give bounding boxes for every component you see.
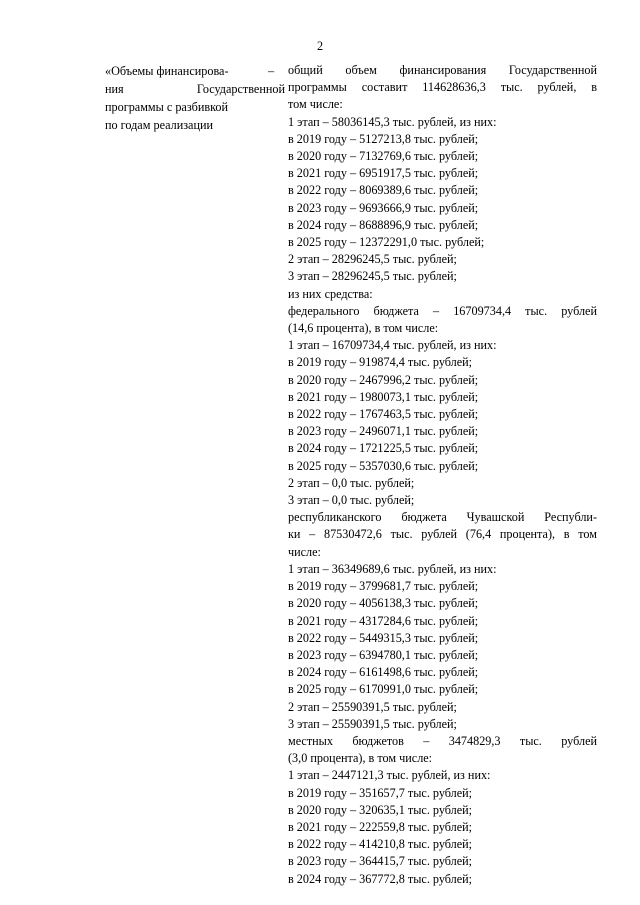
local-line-2: (3,0 процента), в том числе: <box>288 751 433 766</box>
list-item: 1 этап – 58036145,3 тыс. рублей, из них: <box>288 114 497 129</box>
list-item: в 2019 году – 351657,7 тыс. рублей; <box>288 785 473 800</box>
passport-field-label <box>105 62 285 134</box>
list-item: в 2022 году – 1767463,5 тыс. рублей; <box>288 407 479 422</box>
republic-breakdown <box>288 561 597 733</box>
total-line-1: общий объем финансирования Государственной <box>288 63 597 77</box>
local-line-1-word: рублей <box>561 733 597 748</box>
list-item: 1 этап – 2447121,3 тыс. рублей, из них: <box>288 768 491 783</box>
list-item: в 2022 году – 414210,8 тыс. рублей; <box>288 837 473 852</box>
list-item: в 2020 году – 7132769,6 тыс. рублей; <box>288 149 479 164</box>
label-line-2-word-2: Государственной <box>196 82 285 96</box>
total-line-2: программы составит 114628636,3 тыс. рублей, в <box>288 80 597 95</box>
label-line-2-word-1: ния <box>105 82 124 96</box>
list-item: в 2023 году – 6394780,1 тыс. рублей; <box>288 647 479 662</box>
federal-line-1: федерального бюджета – 16709734,4 тыс. рублей <box>288 303 597 318</box>
list-item: в 2021 году – 222559,8 тыс. рублей; <box>288 819 473 834</box>
list-item: 1 этап – 16709734,4 тыс. рублей, из них: <box>288 338 497 353</box>
local-line-1-word: тыс. <box>519 733 542 748</box>
list-item: в 2024 году – 8688896,9 тыс. рублей; <box>288 217 479 232</box>
list-item: в 2021 году – 4317284,6 тыс. рублей; <box>288 613 479 628</box>
list-item: в 2024 году – 367772,8 тыс. рублей; <box>288 871 473 886</box>
total-breakdown <box>288 114 597 303</box>
local-line-1 <box>288 733 597 750</box>
local-breakdown <box>288 767 597 887</box>
label-line-1: «Объемы финансирова- <box>105 64 229 78</box>
list-item: в 2025 году – 5357030,6 тыс. рублей; <box>288 458 479 473</box>
list-item: в 2025 году – 6170991,0 тыс. рублей; <box>288 682 479 697</box>
list-item: в 2020 году – 2467996,2 тыс. рублей; <box>288 372 479 387</box>
list-item: в 2025 году – 12372291,0 тыс. рублей; <box>288 235 485 250</box>
list-item: в 2023 году – 9693666,9 тыс. рублей; <box>288 200 479 215</box>
republic-line-2: ки – 87530472,6 тыс. рублей (76,4 процента), в том <box>288 527 597 542</box>
total-line-3: том числе: <box>288 97 343 112</box>
list-item: в 2019 году – 5127213,8 тыс. рублей; <box>288 131 479 146</box>
separator-dash: – <box>268 64 275 78</box>
list-item: 3 этап – 25590391,5 тыс. рублей; <box>288 716 457 731</box>
list-item: в 2022 году – 8069389,6 тыс. рублей; <box>288 183 479 198</box>
label-line-2 <box>105 80 285 98</box>
list-item: в 2020 году – 4056138,3 тыс. рублей; <box>288 596 479 611</box>
list-item: в 2021 году – 1980073,1 тыс. рублей; <box>288 389 479 404</box>
federal-breakdown <box>288 337 597 509</box>
page-number: 2 <box>316 39 324 53</box>
list-item: 3 этап – 28296245,5 тыс. рублей; <box>288 269 457 284</box>
local-line-1-word: 3474829,3 <box>448 733 501 748</box>
list-item: в 2024 году – 1721225,5 тыс. рублей; <box>288 441 479 456</box>
list-item: 3 этап – 0,0 тыс. рублей; <box>288 493 415 508</box>
local-line-1-word: – <box>423 733 430 748</box>
list-item: в 2019 году – 919874,4 тыс. рублей; <box>288 355 473 370</box>
republic-line-1: республиканского бюджета Чувашской Республи- <box>288 510 597 525</box>
list-item: в 2023 году – 364415,7 тыс. рублей; <box>288 854 473 869</box>
federal-line-2: (14,6 процента), в том числе: <box>288 321 439 336</box>
list-item: в 2024 году – 6161498,6 тыс. рублей; <box>288 665 479 680</box>
local-line-1-word: местных <box>288 733 333 748</box>
label-line-3: программы с разбивкой <box>105 100 229 114</box>
list-item: в 2023 году – 2496071,1 тыс. рублей; <box>288 424 479 439</box>
list-item: 2 этап – 25590391,5 тыс. рублей; <box>288 699 457 714</box>
list-item: в 2020 году – 320635,1 тыс. рублей; <box>288 802 473 817</box>
list-item: из них средства: <box>288 286 373 301</box>
list-item: в 2022 году – 5449315,3 тыс. рублей; <box>288 630 479 645</box>
label-line-4: по годам реализации <box>105 118 214 132</box>
list-item: 1 этап – 36349689,6 тыс. рублей, из них: <box>288 561 497 576</box>
list-item: в 2021 году – 6951917,5 тыс. рублей; <box>288 166 479 181</box>
list-item: 2 этап – 28296245,5 тыс. рублей; <box>288 252 457 267</box>
republic-line-3: числе: <box>288 544 321 559</box>
list-item: 2 этап – 0,0 тыс. рублей; <box>288 475 415 490</box>
local-line-1-word: бюджетов <box>352 733 404 748</box>
list-item: в 2019 году – 3799681,7 тыс. рублей; <box>288 579 479 594</box>
passport-field-value <box>288 62 597 888</box>
